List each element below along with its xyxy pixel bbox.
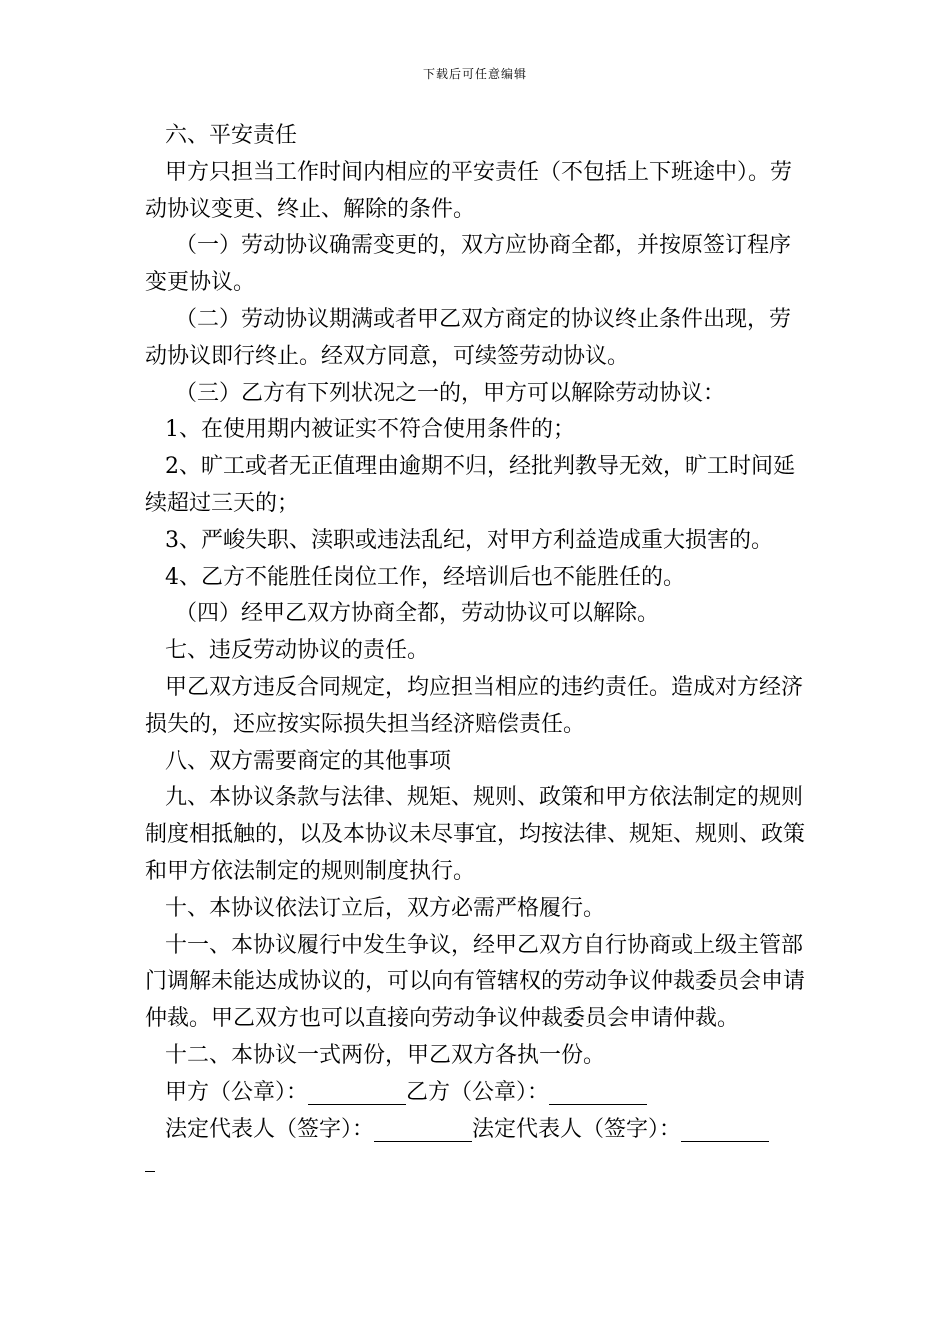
party-b-seal-blank[interactable] [549, 1078, 647, 1105]
section-heading-8: 八、双方需要商定的其他事项 [165, 748, 452, 774]
list-item-3: 3、严峻失职、渎职或违法乱纪，对甲方利益造成重大损害的。 [165, 527, 773, 553]
party-a-seal-blank[interactable] [308, 1078, 406, 1105]
page-header: 下载后可任意编辑 [422, 67, 527, 81]
trailing-underline [145, 1149, 155, 1172]
list-item-1: 1、在使用期内被证实不符合使用条件的； [165, 417, 575, 443]
rep-b-signature-blank[interactable] [681, 1115, 769, 1142]
seal-line [145, 1075, 810, 1112]
paragraph-change-4: （四）经甲乙双方协商全都，劳动协议可以解除。 [175, 601, 660, 627]
document-body [145, 118, 810, 1185]
paragraph-change-1: （一）劳动协议确需变更的，双方应协商全都，并按原签订程序变更协议。 [145, 233, 792, 296]
rep-a-label: 法定代表人（签字）： [165, 1116, 375, 1142]
rep-b-label: 法定代表人（签字）： [472, 1116, 682, 1142]
rep-a-signature-blank[interactable] [374, 1115, 472, 1142]
section-9: 九、本协议条款与法律、规矩、规则、政策和甲方依法制定的规则制度相抵触的，以及本协议未尽事宜，均按法律、规矩、规则、政策和甲方依法制定的规则制度执行。 [145, 785, 806, 884]
paragraph-change-2: （二）劳动协议期满或者甲乙双方商定的协议终止条件出现，劳动协议即行终止。经双方同意，可续签劳动协议。 [145, 306, 792, 369]
trailing-underline-line [145, 1148, 810, 1185]
list-item-2: 2、旷工或者无正值理由逾期不归，经批判教导无效，旷工时间延续超过三天的； [145, 454, 795, 516]
paragraph-safety-responsibility: 甲方只担当工作时间内相应的平安责任（不包括上下班途中）。劳动协议变更、终止、解除的条件。 [145, 159, 793, 222]
list-item-4: 4、乙方不能胜任岗位工作，经培训后也不能胜任的。 [165, 564, 685, 590]
section-heading-6: 六、平安责任 [165, 123, 298, 148]
representative-line [145, 1112, 810, 1149]
section-12: 十二、本协议一式两份，甲乙双方各执一份。 [165, 1042, 606, 1068]
section-11: 十一、本协议履行中发生争议，经甲乙双方自行协商或上级主管部门调解未能达成协议的，可以向有管辖权的劳动争议仲裁委员会申请仲裁。甲乙双方也可以直接向劳动争议仲裁委员会申请仲裁。 [145, 932, 806, 1032]
paragraph-change-3: （三）乙方有下列状况之一的，甲方可以解除劳动协议： [175, 380, 726, 406]
party-a-seal-label: 甲方（公章）： [165, 1079, 309, 1105]
party-b-seal-label: 乙方（公章）： [406, 1079, 550, 1105]
paragraph-breach-liability: 甲乙双方违反合同规定，均应担当相应的违约责任。造成对方经济损失的，还应按实际损失担当经济赔偿责任。 [145, 674, 804, 737]
section-10: 十、本协议依法订立后，双方必需严格履行。 [165, 895, 606, 921]
section-heading-7: 七、违反劳动协议的责任。 [165, 638, 430, 664]
